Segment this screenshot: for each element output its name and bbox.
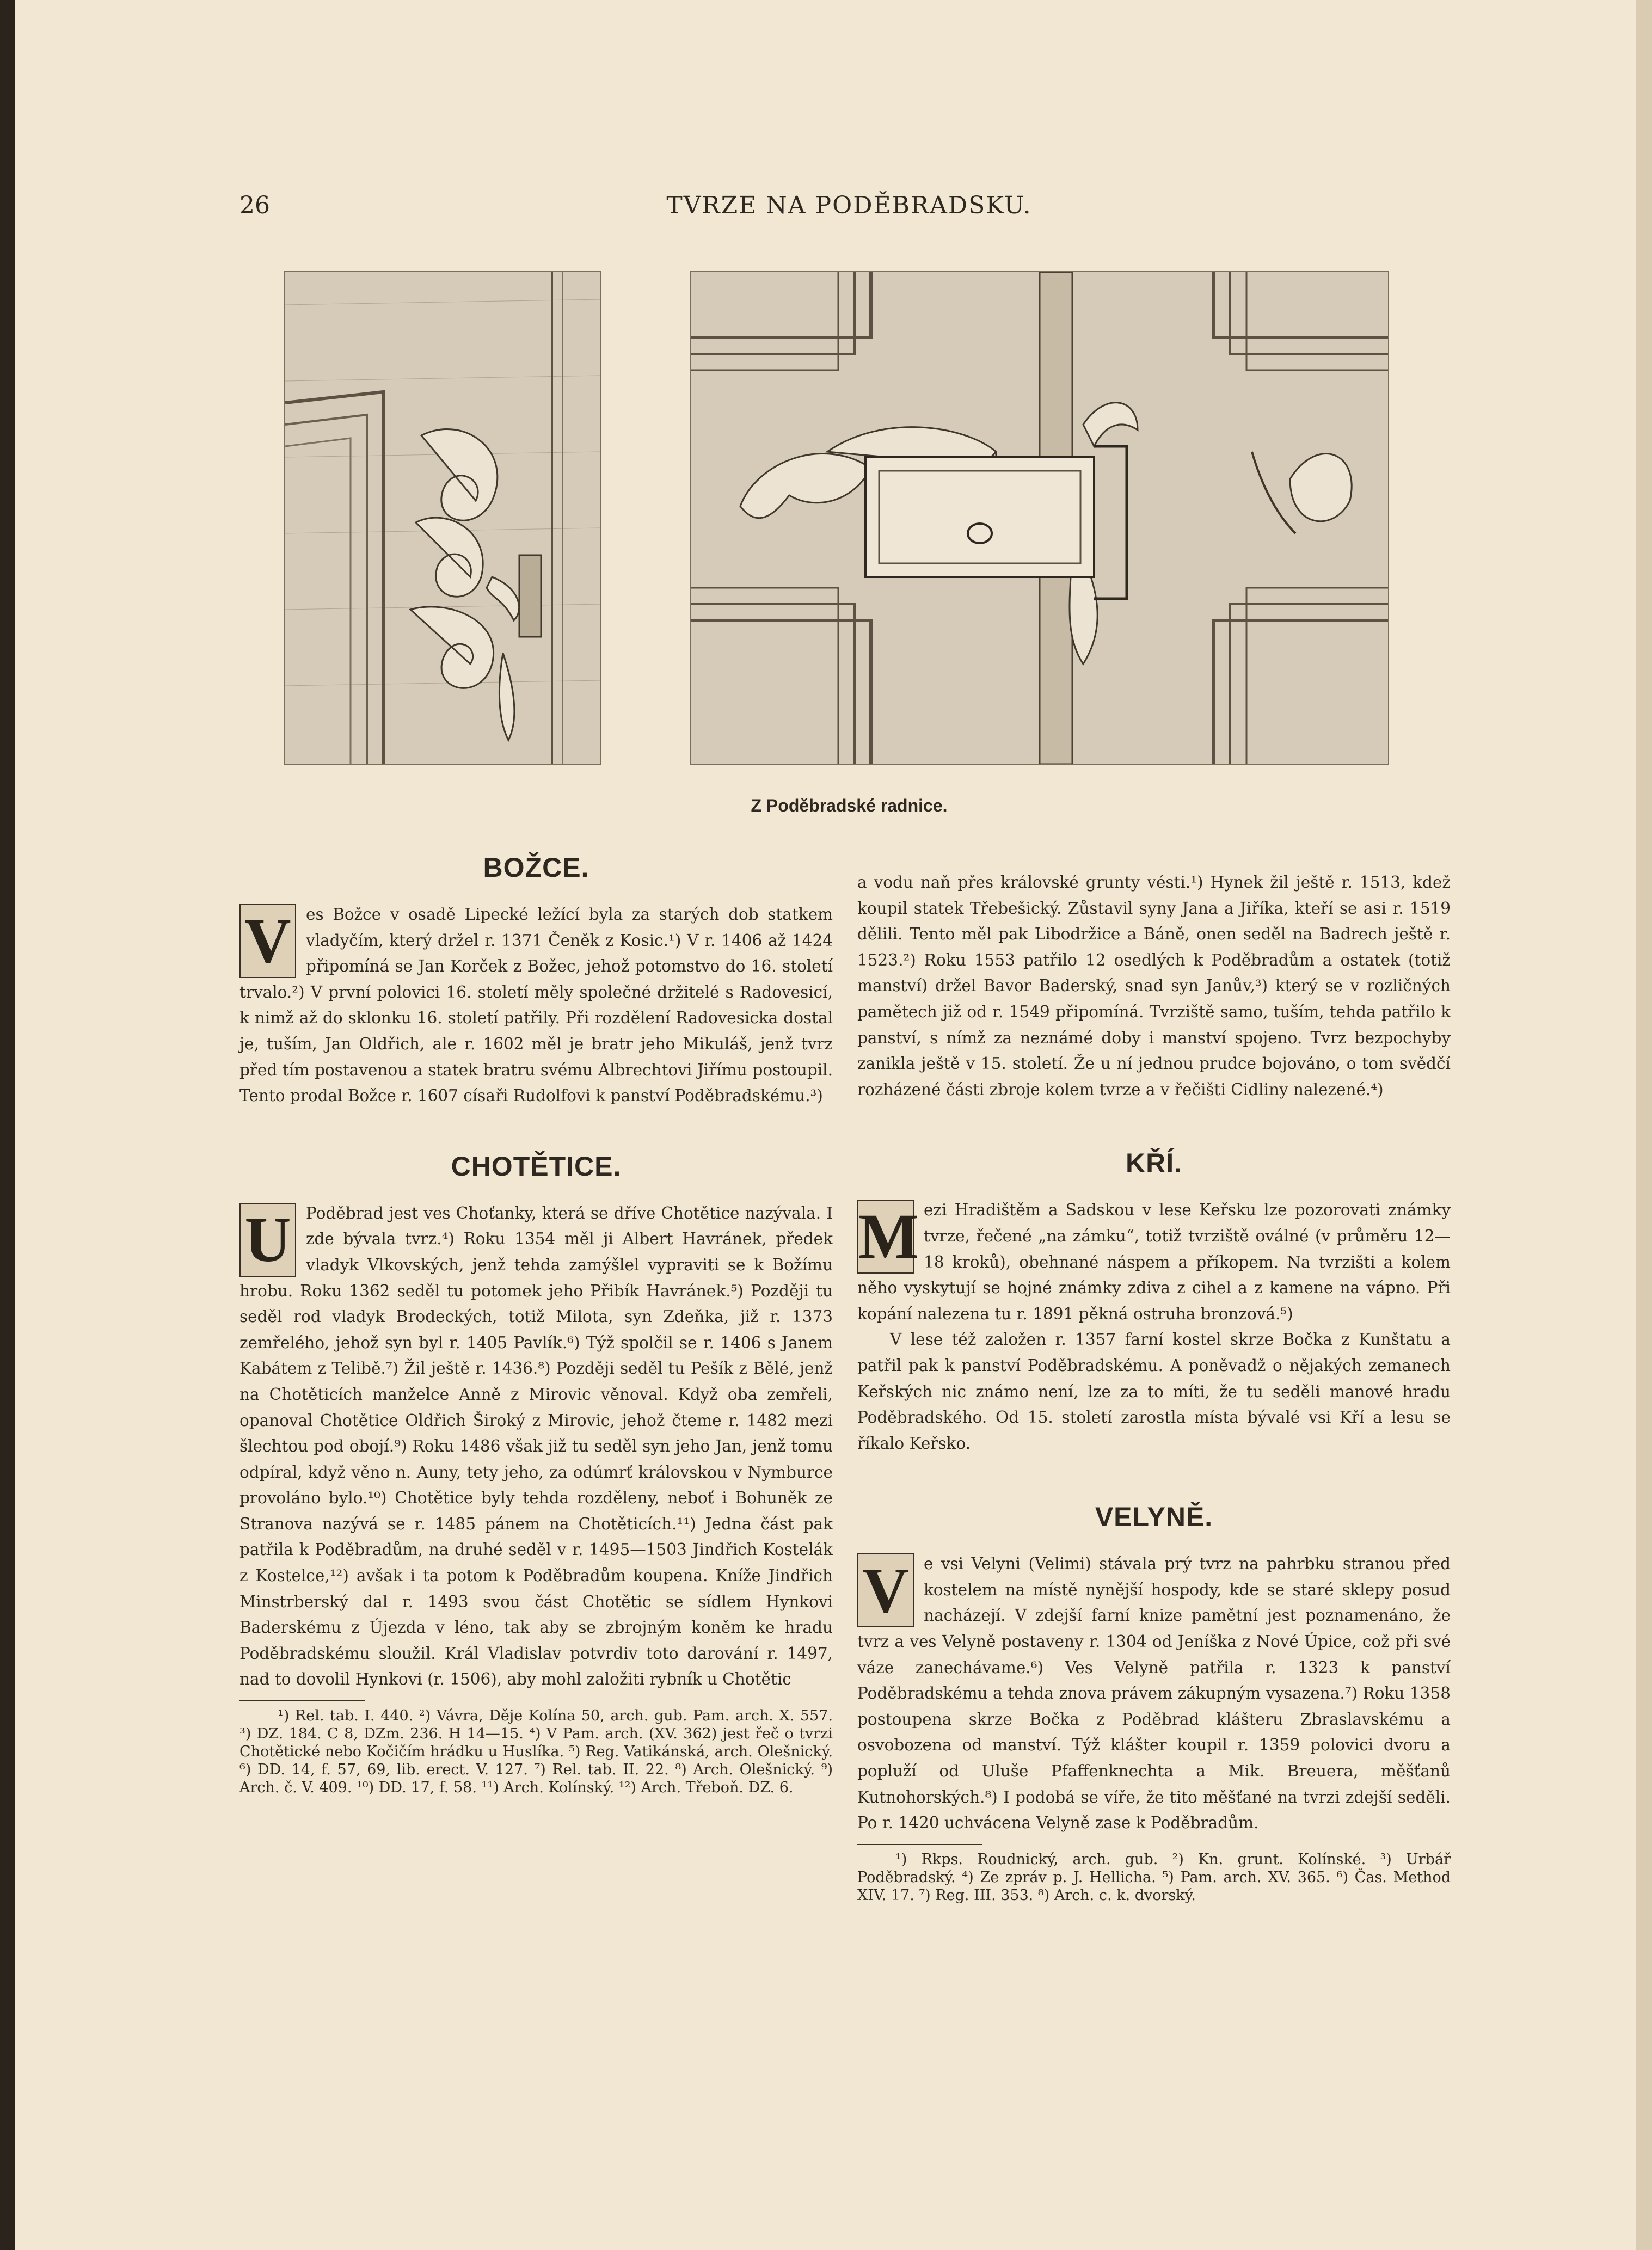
running-header [239, 192, 1459, 224]
chotetice-paragraph: Poděbrad jest ves Choťanky, která se dříve Chotětice nazývala. I zde bývala tvrz.⁴) Roku 1354 měl ji Albert Havránek, předek vladyk Vlkovských, jenž tehda zamýšlel vypraviti se k Božímu hrobu. Roku 1362 seděl tu potomek jeho Přibík Havránek.⁵) Později tu seděl rod vladyk Brodeckých, totiž Milota, syn Zdeňka, již r. 1373 zemřelého, jehož syn byl r. 1405 Pavlík.⁶) Týž spolčil se r. 1406 s Janem Kabátem z Telibě.⁷) Žil ještě r. 1436.⁸) Později seděl tu Pešík z Bělé, jenž na Chotěticích manželce Anně z Mirovic věnoval. Když oba zemřeli, opanoval Chotětice Oldřich Široký z Mirovic, jehož čteme r. 1482 mezi šlechtou pod obojí.⁹) Roku 1486 však již tu seděl syn jeho Jan, jenž tomu odpíral, když věno n. Auny, tety jeho, za odúmrť královskou v Nymburce provoláno bylo.¹⁰) Chotětice byly tehda rozděleny, neboť i Bohuněk ze Stranova nazývá se r. 1485 pánem na Chotěticích.¹¹) Jedna část pak patřila k Poděbradům, na druhé seděl v r. 1495—1503 Jindřich Kostelák z Kostelce,¹²) avšak i ta potom k Poděbradům koupena. Kníže Jindřich Minstrberský dal r. 1493 svou část Chotětic se sídlem Hynkovi Baderskému z Újezda v léno, tak aby se zbrojným koněm ke hradu Poděbradskému sloužil. Král Vladislav potvrdiv toto darování r. 1497, nad to dovolil Hynkovi (r. 1506), aby mohl založiti rybník u Chotětic [239, 1203, 833, 1689]
kri-paragraph-2: V lese též založen r. 1357 farní kostel skrze Bočka z Kunštatu a patřil pak k panství Poděbradskému. A poněvadž o nějakých zemanech Keřských nic známo není, lze za to míti, že tu seděli manové hradu Poděbradského. Od 15. století zarostla místa bývalé vsi Kří a lesu se říkalo Keřsko. [857, 1330, 1451, 1453]
drop-cap-v2: V [857, 1553, 914, 1627]
section-velyne-text [857, 1551, 1451, 1836]
kri-paragraph: ezi Hradištěm a Sadskou v lese Keřsku lze pozorovati známky tvrze, řečené „na zámku“, totiž tvrziště oválné (v průměru 12—18 kroků), obehnané náspem a příkopem. Na tvrzišti a kolem něho vyskytují se hojné známky zdiva z cihel a z kamene na vápno. Při kopání nalezena tu r. 1891 pěkná ostruha bronzová.⁵) [857, 1201, 1451, 1323]
footnote-separator [239, 1700, 365, 1701]
column-right [857, 870, 1451, 1904]
footnotes-left: ¹) Rel. tab. I. 440. ²) Vávra, Děje Kolína 50, arch. gub. Pam. arch. X. 557. ³) DZ. 184. C 8, DZm. 236. H 14—15. ⁴) V Pam. arch. (XV. 362) jest řeč o tvrzi Chotětické nebo Kočičím hrádku u Huslíka. ⁵) Reg. Vatikánská, arch. Olešnický. ⁶) DD. 14, f. 57, 69, lib. erect. V. 127. ⁷) Rel. tab. II. 22. ⁸) Arch. Olešnický. ⁹) Arch. č. V. 409. ¹⁰) DD. 17, f. 58. ¹¹) Arch. Kolínský. ¹²) Arch. Třeboň. DZ. 6. [239, 1707, 833, 1797]
velyne-paragraph: e vsi Velyni (Velimi) stávala prý tvrz na pahrbku stranou před kostelem na místě nynější hospody, kde se staré sklepy posud nacházejí. V zdejší farní knize pamětní jest poznamenáno, že tvrz a ves Velyně postaveny r. 1304 od Jeníška z Nové Úpice, což při své váze zanechávame.⁶) Ves Velyně patřila r. 1323 k panství Poděbradskému a tehda znova právem zákupným vysazena.⁷) Roku 1358 postoupena skrze Bočka z Poděbrad klášteru Zbraslavskému a osvobozena od manství. Týž klášter koupil r. 1359 polovici dvoru a popluží od Uluše Pfaffenknechta a Mik. Breuera, měšťanů Kutnohorských.⁸) I podobá se víře, že tito měšťané na tvrzi zdejší seděli. Po r. 1420 uchvácena Velyně zase k Poděbradům. [857, 1554, 1451, 1833]
illustration-left-panel [284, 271, 601, 765]
section-kri-text [857, 1197, 1451, 1327]
column-left [239, 852, 833, 1797]
footnotes-right: ¹) Rkps. Roudnický, arch. gub. ²) Kn. grunt. Kolínské. ³) Urbář Poděbradský. ⁴) Ze zpráv p. J. Hellicha. ⁵) Pam. arch. XV. 365. ⁶) Čas. Method XIV. 17. ⁷) Reg. III. 353. ⁸) Arch. c. k. dvorský. [857, 1851, 1451, 1904]
footnote-separator-right [857, 1844, 982, 1845]
drop-cap-u: U [239, 1203, 296, 1277]
section-heading-chotetice: CHOTĚTICE. [451, 1151, 622, 1182]
section-heading-bozce: BOŽCE. [483, 852, 589, 883]
section-bozce-text [239, 902, 833, 1109]
running-title: TVRZE NA PODĚBRADSKU. [666, 192, 1032, 219]
drop-cap-m: M [857, 1200, 914, 1274]
illustration-right-panel [690, 271, 1389, 765]
book-spine [0, 0, 15, 2250]
chotetice-continuation: a vodu naň přes královské grunty vésti.¹) Hynek žil ještě r. 1513, kdež koupil statek Třebešický. Zůstavil syny Jana a Jiříka, kteří se asi r. 1519 dělili. Tento měl pak Libodržice a Báně, onen seděl na Badrech ještě r. 1523.²) Roku 1553 patřilo 12 osedlých k Poděbradům a ostatek (totiž manství) držel Bavor Baderský, snad syn Janův,³) který se v rozličných pamětech již od r. 1549 připomíná. Tvrziště samo, tuším, tehda patřilo k panství, s nímž za neznámé doby i manství spojeno. Tvrz bezpochyby zanikla ještě v 15. století. Že u ní jednou prudce bojováno, o tom svědčí rozházené části zbroje kolem tvrze a v řečišti Cidliny nalezené.⁴) [857, 873, 1451, 1099]
drop-cap-v: V [239, 904, 296, 978]
section-heading-velyne: VELYNĚ. [1095, 1502, 1213, 1533]
bozce-paragraph: es Božce v osadě Lipecké ležící byla za starých dob statkem vladyčím, který držel r. 1371 Čeněk z Kosic.¹) V r. 1406 až 1424 připomíná se Jan Korček z Božec, jehož potomstvo do 16. století trvalo.²) V první polovici 16. století měly společné držitelé s Radovesicí, k nimž až do sklonku 16. století patřily. Při rozdělení Radovesicka dostal je, tuším, Jan Oldřich, ale r. 1602 měl je bratr jeho Mikuláš, jenž tvrz před tím postavenou a statek bratru svému Albrechtovi Jiřímu postoupil. Tento prodal Božce r. 1607 císaři Rudolfovi k panství Poděbradskému.³) [239, 905, 833, 1105]
section-chotetice-text [239, 1201, 833, 1693]
figure-caption: Z Poděbradské radnice. [751, 796, 948, 815]
page-number: 26 [239, 192, 270, 219]
page-edge [1636, 0, 1652, 2250]
section-heading-kri: KŘÍ. [1126, 1148, 1182, 1179]
